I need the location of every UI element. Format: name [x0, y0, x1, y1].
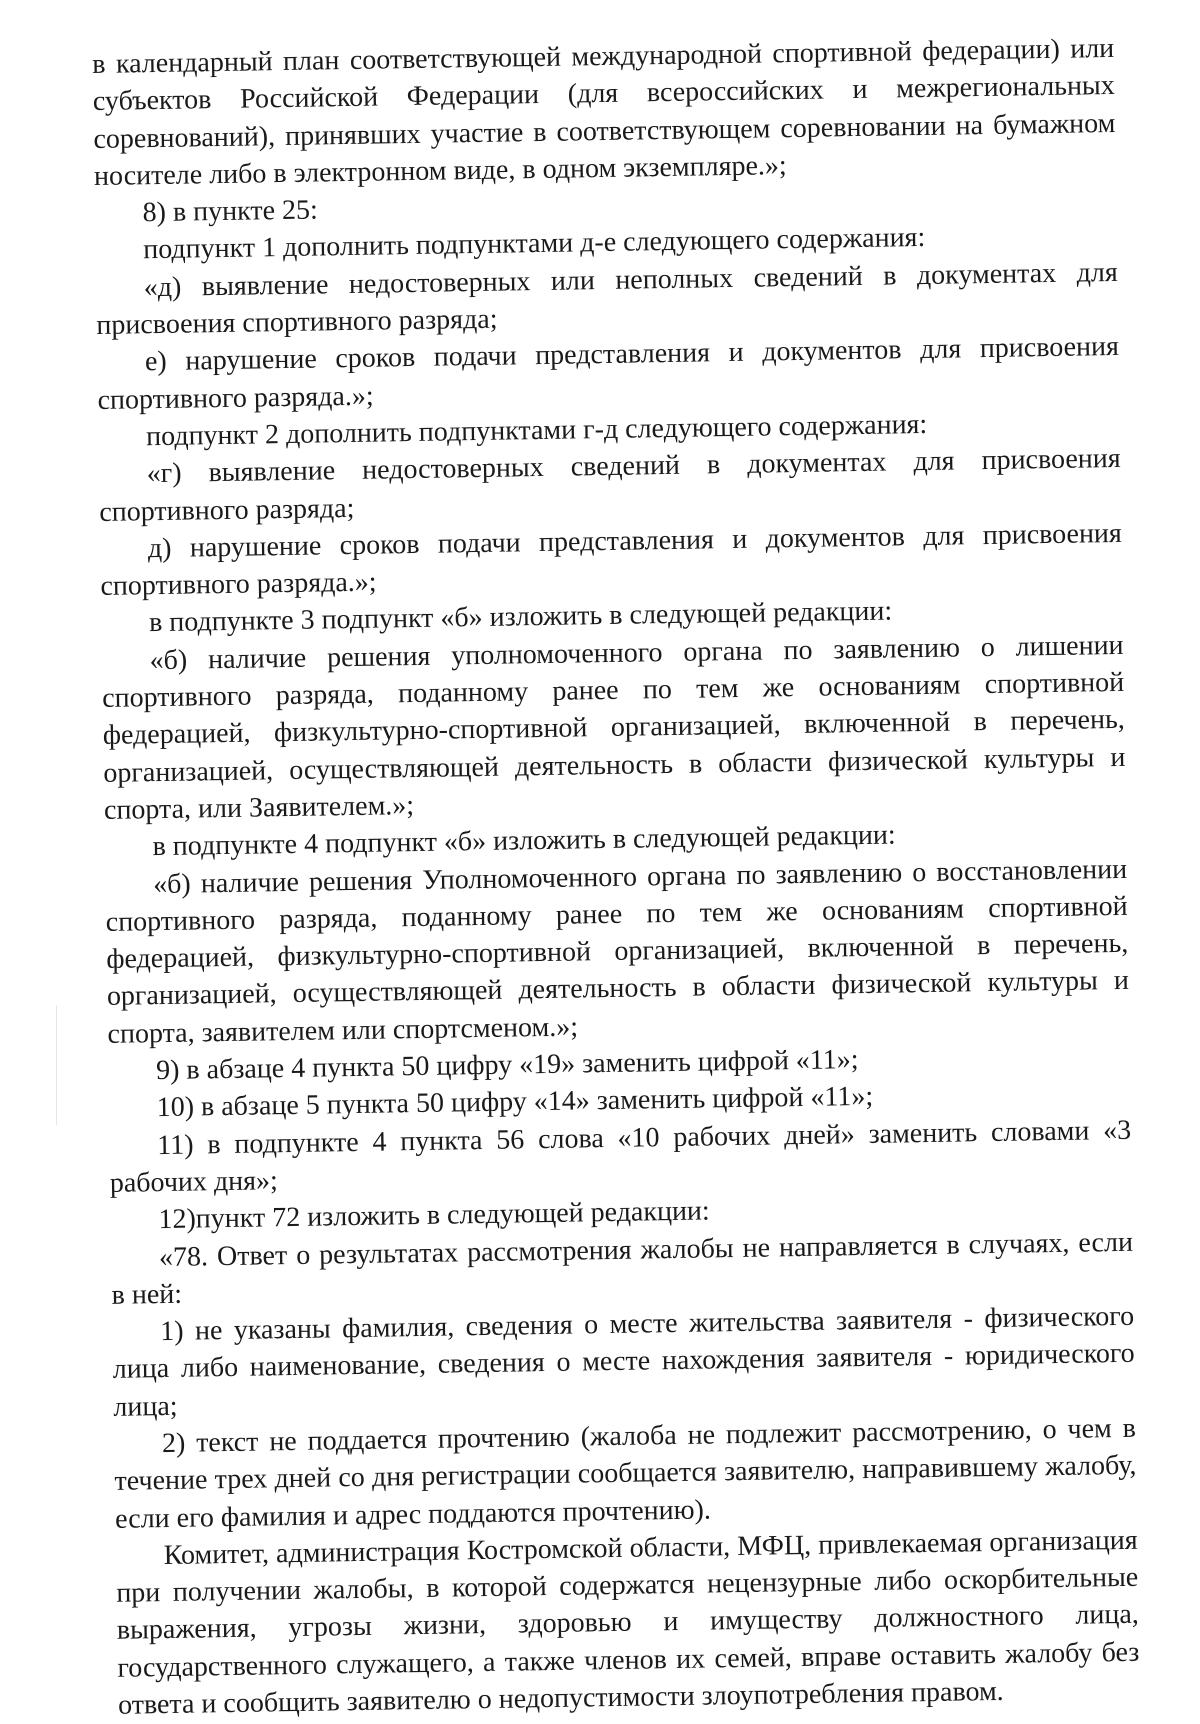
paragraph-16: 12)пункт 72 изложить в следующей редакции: — [158, 1195, 710, 1236]
paragraph-4: «д) выявление недостоверных или неполных сведений в документах для присвоения спортивного разряда; — [96, 256, 1118, 342]
paragraph-13: 9) в абзаце 4 пункта 50 цифру «19» заменить цифрой «11»; — [155, 1044, 859, 1087]
paragraph-7: «г) выявление недостоверных сведений в документах для присвоения спортивного разряда; — [99, 443, 1121, 528]
scan-margin-line — [56, 1005, 57, 1125]
paragraph-15: 11) в подпункте 4 пункта 56 слова «10 рабочих дней» заменить словами «3 рабочих дня»; — [109, 1114, 1132, 1199]
paragraph-12: «б) наличие решения Уполномоченного органа по заявлению о восстановлении спортивного разряда, поданному ранее по тем же основаниям спортивной федерацией, физкультурно-спортивной организацией, включенной в перечень, организацией, осуществляющей деятельность в области физической культуры и спорта, заявителем или спортсменом.»; — [105, 853, 1130, 1050]
paragraph-20: Комитет, администрация Костромской области, МФЦ, привлекаемая организация при получении жалобы, в которой содержатся нецензурные либо оскорбительные выражения, угрозы жизни, здоровью и имуществу должностного лица, государственного служащего, а также членов их семей, вправе оставить жалобу без ответа и сообщить заявителю о недопустимости злоупотребления правом. — [116, 1524, 1140, 1721]
paragraph-6: подпункт 2 дополнить подпунктами г-д следующего содержания: — [145, 408, 928, 453]
paragraph-8: д) нарушение сроков подачи представления и документов для присвоения спортивного разряда.»; — [100, 517, 1123, 603]
paragraph-1: в календарный план соответствующей международной спортивной федерации) или субъектов Российской Федерации (для всероссийских и межрегиональных соревнований), принявших участие в соответствующем соревновании на бумажном носителе либо в электронном виде, в одном экземпляре.»; — [92, 32, 1116, 192]
paragraph-18: 1) не указаны фамилия, сведения о месте жительства заявителя - физического лица либо наименование, сведения о месте нахождения заявителя - юридического лица; — [112, 1300, 1135, 1423]
paragraph-14: 10) в абзаце 5 пункта 50 цифру «14» заменить цифрой «11»; — [156, 1081, 874, 1124]
paragraph-9: в подпункте 3 подпункт «б» изложить в следующей редакции: — [148, 595, 893, 639]
paragraph-17: «78. Ответ о результатах рассмотрения жалобы не направляется в случаях, если в ней: — [111, 1226, 1134, 1311]
paragraph-19: 2) текст не поддается прочтению (жалоба не подлежит рассмотрению, о чем в течение трех дней со дня регистрации сообщается заявителю, направившему жалобу, если его фамилия и адрес поддаются прочтению). — [114, 1412, 1137, 1535]
paragraph-2: 8) в пункте 25: — [142, 194, 319, 229]
document-body — [92, 30, 1140, 1724]
paragraph-10: «б) наличие решения уполномоченного органа по заявлению о лишении спортивного разряда, поданному ранее по тем же основаниям спортивной федерацией, физкультурно-спортивной организацией, включенной в перечень, организацией, осуществляющей деятельность в области физической культуры и спорта, или Заявителем.»; — [102, 629, 1126, 826]
paragraph-5: е) нарушение сроков подачи представления и документов для присвоения спортивного разряда.»; — [97, 331, 1120, 416]
paragraph-3: подпункт 1 дополнить подпунктами д-е следующего содержания: — [142, 222, 926, 266]
paragraph-11: в подпункте 4 подпункт «б» изложить в следующей редакции: — [152, 819, 896, 863]
